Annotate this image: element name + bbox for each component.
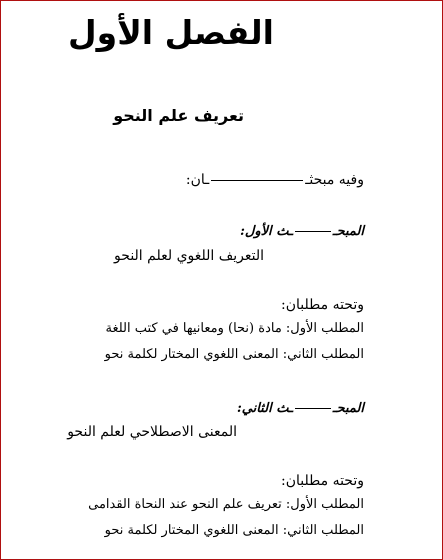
kashida-divider	[295, 231, 331, 232]
intro-tail: ـان:	[185, 172, 210, 188]
mabhath-2-sub-intro: وتحته مطلبان:	[281, 473, 364, 489]
mabhath-2-topic: المعنى الاصطلاحي لعلم النحو	[67, 424, 237, 440]
mabhath-1-topic: التعريف اللغوي لعلم النحو	[114, 248, 264, 264]
kashida-divider	[295, 408, 331, 409]
mabhath-1-item-2: المطلب الثاني: المعنى اللغوي المختار لكلمة نحو	[104, 347, 364, 362]
mabhath-2-label-start: المبحـ	[332, 401, 364, 416]
mabhath-2-item-1: المطلب الأول: تعريف علم النحو عند النحاة القدامى	[88, 497, 364, 512]
mabhath-1-label-end: ـث الأول:	[240, 224, 293, 239]
mabhath-1-label-start: المبحـ	[332, 224, 364, 239]
section-title: تعريف علم النحو	[113, 106, 244, 125]
chapter-title: الفصل الأول	[68, 13, 274, 52]
mabhath-1-heading	[240, 224, 364, 239]
chapter-intro	[186, 172, 364, 188]
kashida-divider	[211, 180, 303, 181]
mabhath-2-label-end: ـث الثاني:	[236, 401, 293, 416]
mabhath-2-heading	[237, 401, 364, 416]
mabhath-1-sub-intro: وتحته مطلبان:	[281, 297, 364, 313]
intro-lead: وفيه مبحثـ	[305, 172, 364, 188]
mabhath-1-item-1: المطلب الأول: مادة (نحا) ومعانيها في كتب اللغة	[105, 321, 364, 336]
mabhath-2-item-2: المطلب الثاني: المعنى اللغوي المختار لكلمة نحو	[104, 523, 364, 538]
